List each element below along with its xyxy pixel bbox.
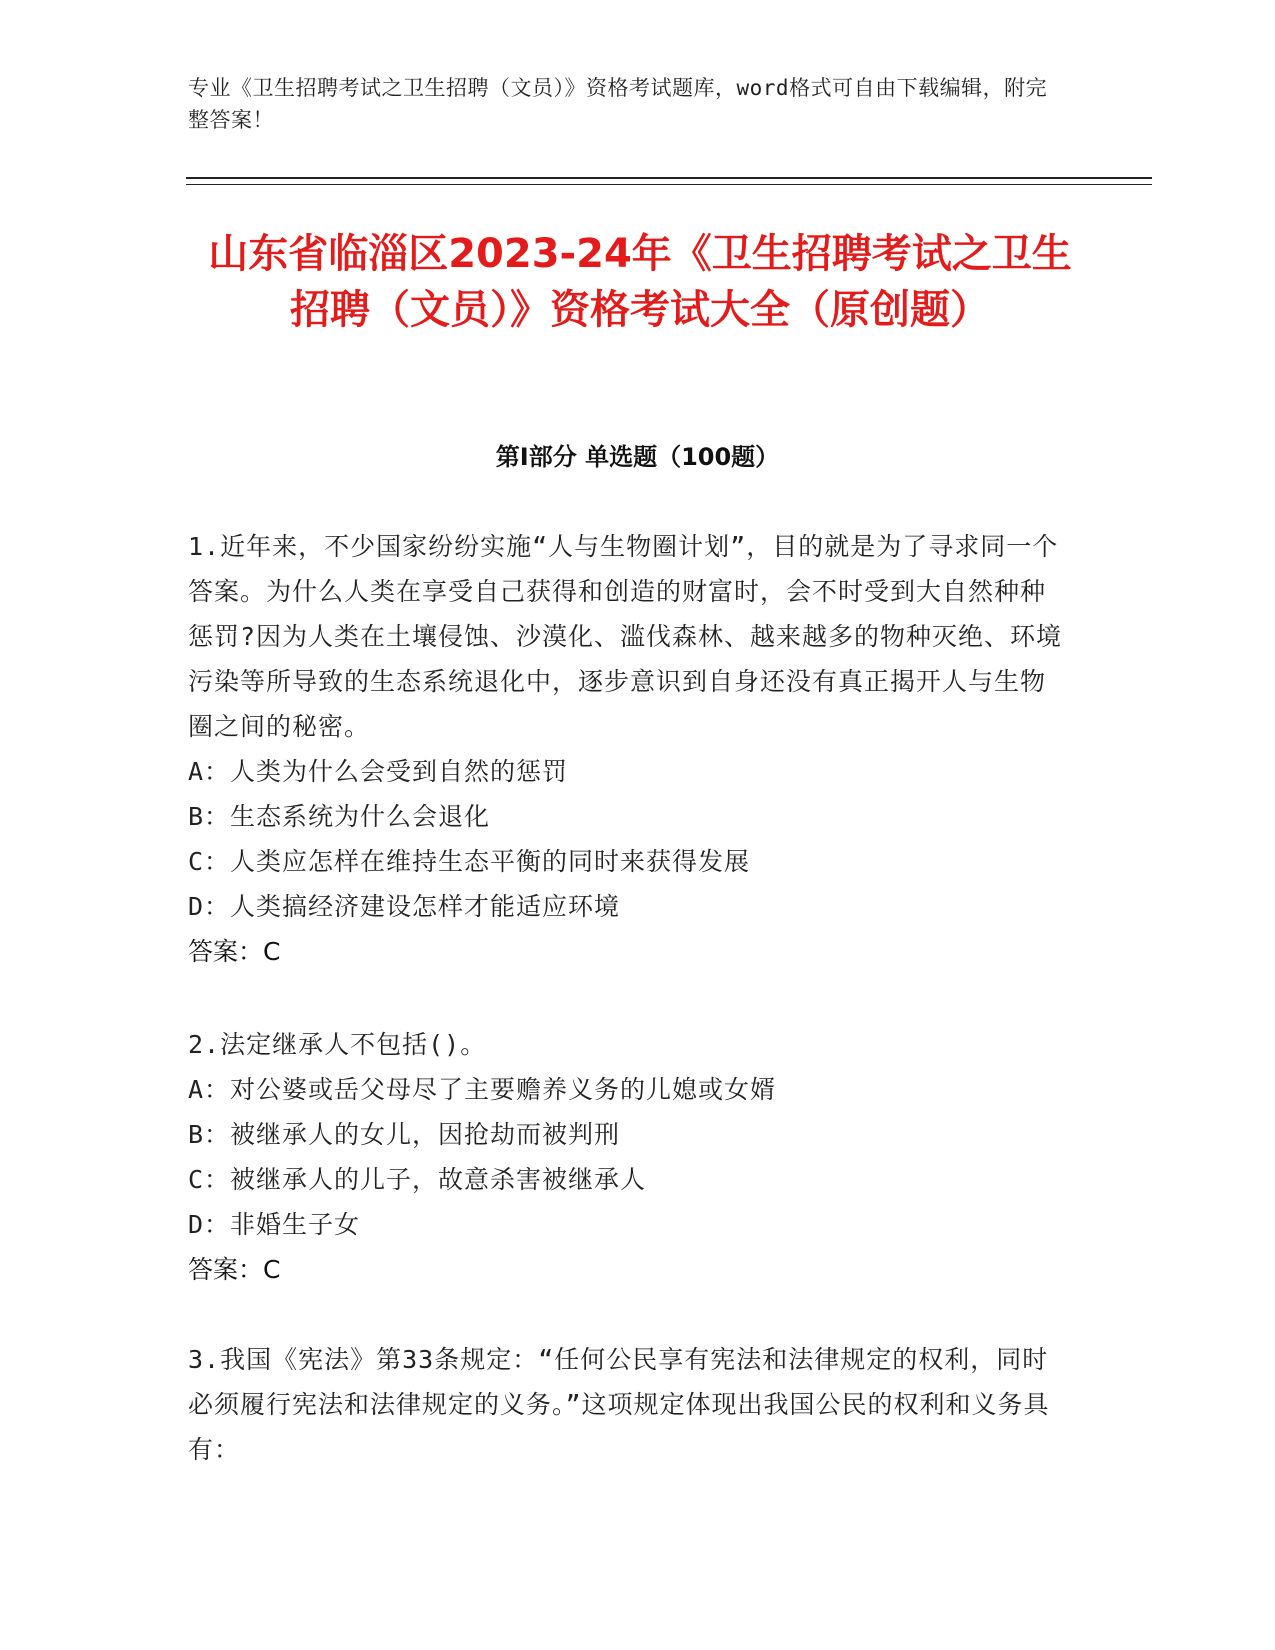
header-note: 专业《卫生招聘考试之卫生招聘（文员）》资格考试题库，word格式可自由下载编辑，附完整答案！ <box>188 76 1048 132</box>
document-title: 山东省临淄区2023-24年《卫生招聘考试之卫生招聘（文员）》资格考试大全（原创题） <box>208 231 1072 333</box>
option-b: B：被继承人的女儿，因抢劫而被判刑 <box>188 1120 621 1149</box>
option-c: C：人类应怎样在维持生态平衡的同时来获得发展 <box>188 847 751 876</box>
option-d: D：非婚生子女 <box>188 1210 361 1239</box>
header-divider-thick <box>186 177 1152 179</box>
answer: 答案：C <box>188 1255 281 1284</box>
option-a: A：人类为什么会受到自然的惩罚 <box>188 757 569 786</box>
question-1 <box>188 524 1068 974</box>
option-c: C：被继承人的儿子，故意杀害被继承人 <box>188 1165 647 1194</box>
question-3 <box>188 1337 1068 1472</box>
header-divider-thin <box>186 184 1152 185</box>
question-2 <box>188 1022 1068 1292</box>
option-a: A：对公婆或岳父母尽了主要赡养义务的儿媳或女婿 <box>188 1075 777 1104</box>
question-stem: 2.法定继承人不包括()。 <box>188 1030 487 1059</box>
answer: 答案：C <box>188 937 281 966</box>
option-b: B：生态系统为什么会退化 <box>188 802 491 831</box>
section-title: 第Ⅰ部分 单选题（100题） <box>495 443 780 471</box>
option-d: D：人类搞经济建设怎样才能适应环境 <box>188 892 621 921</box>
question-stem: 3.我国《宪法》第33条规定：“任何公民享有宪法和法律规定的权利，同时必须履行宪法和法律规定的义务。”这项规定体现出我国公民的权利和义务具有： <box>188 1345 1050 1464</box>
question-stem: 1.近年来，不少国家纷纷实施“人与生物圈计划”，目的就是为了寻求同一个答案。为什么人类在享受自己获得和创造的财富时，会不时受到大自然种种惩罚?因为人类在土壤侵蚀、沙漠化、滥伐森林、越来越多的物种灭绝、环境污染等所导致的生态系统退化中，逐步意识到自身还没有真正揭开人与生物圈之间的秘密。 <box>188 532 1063 741</box>
